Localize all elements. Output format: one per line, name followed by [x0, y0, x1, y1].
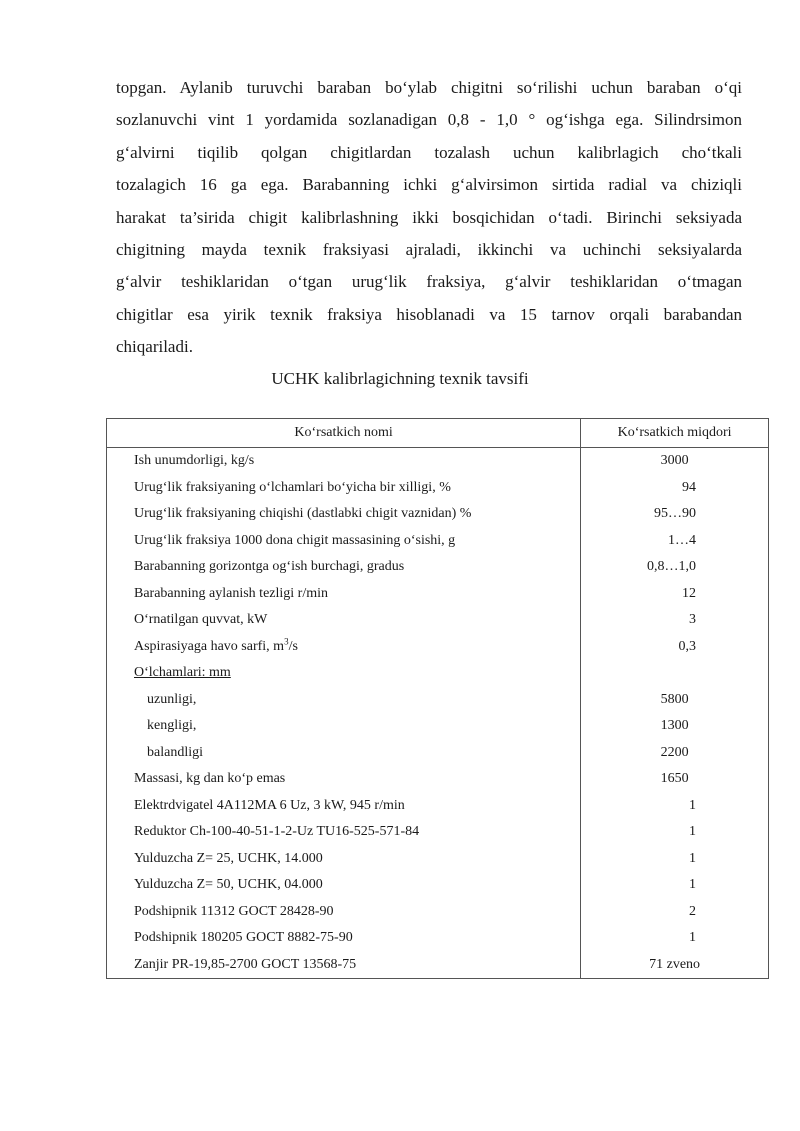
table-row [107, 872, 769, 899]
row-name: Urug‘lik fraksiyaning chiqishi (dastlabki chigit vaznidan) % [107, 501, 581, 528]
paragraph-line: sozlanuvchi vint 1 yordamida sozlanadigan 0,8 - 1,0 ° og‘ishga ega. Silindrsimon [116, 110, 742, 130]
paragraph-line: chigitning mayda texnik fraksiyasi ajraladi, ikkinchi va uchinchi seksiyalarda [116, 239, 742, 259]
paragraph-line: chiqariladi. [116, 337, 193, 357]
row-value [581, 660, 769, 687]
row-name: Podshipnik 11312 GOCT 28428-90 [107, 899, 581, 926]
row-value: 5800 [581, 687, 769, 714]
table-row [107, 925, 769, 952]
row-value: 1 [581, 846, 769, 873]
row-name: Barabanning gorizontga og‘ish burchagi, gradus [107, 554, 581, 581]
row-value: 0,3 [581, 634, 769, 661]
paragraph-line: g‘alvirni tiqilib qolgan chigitlardan tozalash uchun kalibrlagich cho‘tkali [116, 142, 742, 162]
header-indicator-value: Ko‘rsatkich miqdori [581, 419, 769, 448]
row-value: 1 [581, 793, 769, 820]
table-row [107, 899, 769, 926]
table-row [107, 634, 769, 661]
row-name: Massasi, kg dan ko‘p emas [107, 766, 581, 793]
table-row [107, 952, 769, 979]
row-value: 2200 [581, 740, 769, 767]
body-paragraph [116, 72, 742, 364]
row-value: 3 [581, 607, 769, 634]
table-row [107, 581, 769, 608]
row-value: 2 [581, 899, 769, 926]
row-name: Yulduzcha Z= 25, UCHK, 14.000 [107, 846, 581, 873]
table-row [107, 766, 769, 793]
row-value: 1 [581, 925, 769, 952]
table-row [107, 501, 769, 528]
row-value: 1300 [581, 713, 769, 740]
row-name: Elektrdvigatel 4A112MA 6 Uz, 3 kW, 945 r/min [107, 793, 581, 820]
row-value: 1 [581, 872, 769, 899]
table-row [107, 554, 769, 581]
specs-table [106, 418, 769, 979]
dimensions-heading: O‘lchamlari: mm [134, 665, 231, 681]
row-name: O‘rnatilgan quvvat, kW [107, 607, 581, 634]
row-name [107, 634, 581, 661]
row-name: Urug‘lik fraksiyaning o‘lchamlari bo‘yicha bir xilligi, % [107, 475, 581, 502]
row-name: Reduktor Ch-100-40-51-1-2-Uz TU16-525-571-84 [107, 819, 581, 846]
row-name: Ish unumdorligi, kg/s [107, 448, 581, 475]
row-name: Urug‘lik fraksiya 1000 dona chigit massasining o‘sishi, g [107, 528, 581, 555]
paragraph-line: topgan. Aylanib turuvchi baraban bo‘ylab chigitni so‘rilishi uchun baraban o‘qi [116, 78, 742, 97]
table-row [107, 475, 769, 502]
row-name: uzunligi, [107, 687, 581, 714]
row-value: 71 zveno [581, 952, 769, 979]
table-caption: UCHK kalibrlagichning texnik tavsifi [271, 369, 529, 388]
row-name: Podshipnik 180205 GOCT 8882-75-90 [107, 925, 581, 952]
row-value: 95…90 [581, 501, 769, 528]
row-value: 94 [581, 475, 769, 502]
row-value: 0,8…1,0 [581, 554, 769, 581]
paragraph-line: tozalagich 16 ga ega. Barabanning ichki g‘alvirsimon sirtida radial va chiziqli [116, 175, 742, 195]
paragraph-line: harakat ta’sirida chigit kalibrlashning ikki bosqichidan o‘tadi. Birinchi seksiyada [116, 207, 742, 227]
table-row [107, 793, 769, 820]
row-value: 3000 [581, 448, 769, 475]
table-row [107, 740, 769, 767]
row-name: Yulduzcha Z= 50, UCHK, 04.000 [107, 872, 581, 899]
row-value: 1 [581, 819, 769, 846]
row-value: 1…4 [581, 528, 769, 555]
row-name: balandligi [107, 740, 581, 767]
header-indicator-name: Ko‘rsatkich nomi [107, 419, 581, 448]
table-row [107, 660, 769, 687]
table-row [107, 607, 769, 634]
row-name: Barabanning aylanish tezligi r/min [107, 581, 581, 608]
row-name-text: Aspirasiyaga havo sarfi, m [134, 638, 285, 654]
row-name: kengligi, [107, 713, 581, 740]
paragraph-line: g‘alvir teshiklaridan o‘tgan urug‘lik fraksiya, g‘alvir teshiklaridan o‘tmagan [116, 272, 742, 292]
paragraph-line: chigitlar esa yirik texnik fraksiya hisoblanadi va 15 tarnov orqali barabandan [116, 304, 742, 324]
row-name-superscript: 3 [284, 636, 289, 647]
table-row [107, 846, 769, 873]
table-row [107, 819, 769, 846]
row-value: 1650 [581, 766, 769, 793]
table-row [107, 713, 769, 740]
row-value: 12 [581, 581, 769, 608]
row-name-suffix: /s [288, 638, 298, 654]
table-row [107, 687, 769, 714]
table-row [107, 528, 769, 555]
table-header-row [107, 419, 769, 448]
row-name [107, 660, 581, 687]
table-row [107, 448, 769, 475]
row-name: Zanjir PR-19,85-2700 GOCT 13568-75 [107, 952, 581, 979]
